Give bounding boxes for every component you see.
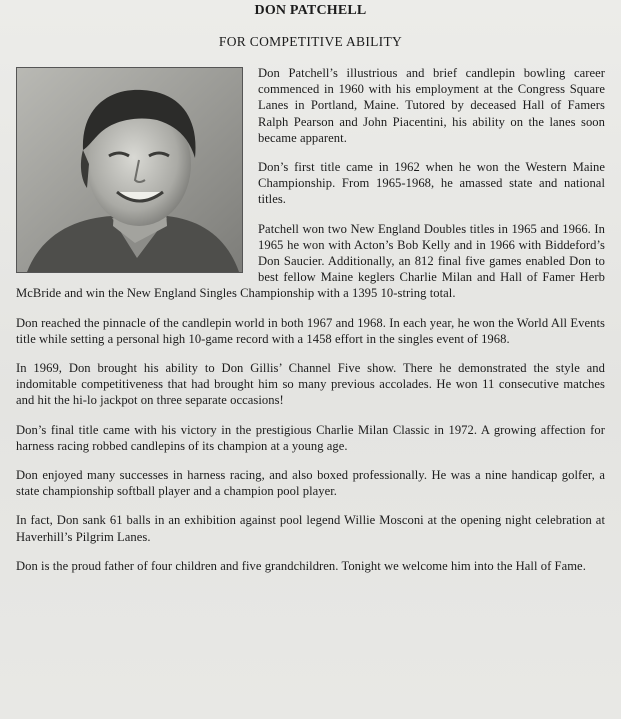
- paragraph: Don’s final title came with his victory in the prestigious Charlie Milan Classic in 1972. A growing affection for harness racing robbed candlepins of its champion at a young age.: [16, 422, 605, 453]
- portrait-photo: [16, 67, 243, 273]
- paragraph: Don’s first title came in 1962 when he won the Western Maine Championship. From 1965-1968, he amassed state and national titles.: [258, 160, 605, 207]
- paragraph: In fact, Don sank 61 balls in an exhibition against pool legend Willie Mosconi at the opening night celebration at Haverhill’s Pilgrim Lanes.: [16, 513, 605, 544]
- paragraph: Patchell won two New England Doubles titles in 1965 and 1966. In 1965 he won with Acton’s Bob Kelly and in 1966 with Biddeford’s Don Saucier. Additionally, an 812 final five games enabled Don to best fellow Maine keglers Charlie Milan and Hall of Famer Herb McBride and win the New England Singles Championship with a 1395 10-string total.: [16, 221, 605, 301]
- page-title: DON PATCHELL: [254, 3, 367, 18]
- paragraph: Don enjoyed many successes in harness racing, and also boxed professionally. He was a nine handicap golfer, a state championship softball player and a champion pool player.: [16, 468, 605, 499]
- paragraph: In 1969, Don brought his ability to Don Gillis’ Channel Five show. There he demonstrated the style and indomitable competitiveness that had brought him so many previous accolades. He won 11 consecutive matches and hit the hi-lo jackpot on three separate occasions!: [16, 361, 605, 408]
- article-body: [16, 65, 605, 574]
- paragraph: Don is the proud father of four children and five grandchildren. Tonight we welcome him into the Hall of Fame.: [16, 558, 586, 573]
- paragraph: Don reached the pinnacle of the candlepin world in both 1967 and 1968. In each year, he won the World All Events title while setting a personal high 10-game record with a 1458 effort in the singles event of 1968.: [16, 315, 605, 346]
- paragraph: Don Patchell’s illustrious and brief candlepin bowling career commenced in 1960 with his employment at the Congress Square Lanes in Portland, Maine. Tutored by deceased Hall of Famers Ralph Pearson and John Piacentini, his ability on the lanes soon became apparent.: [258, 66, 605, 145]
- page-subtitle: FOR COMPETITIVE ABILITY: [218, 34, 403, 49]
